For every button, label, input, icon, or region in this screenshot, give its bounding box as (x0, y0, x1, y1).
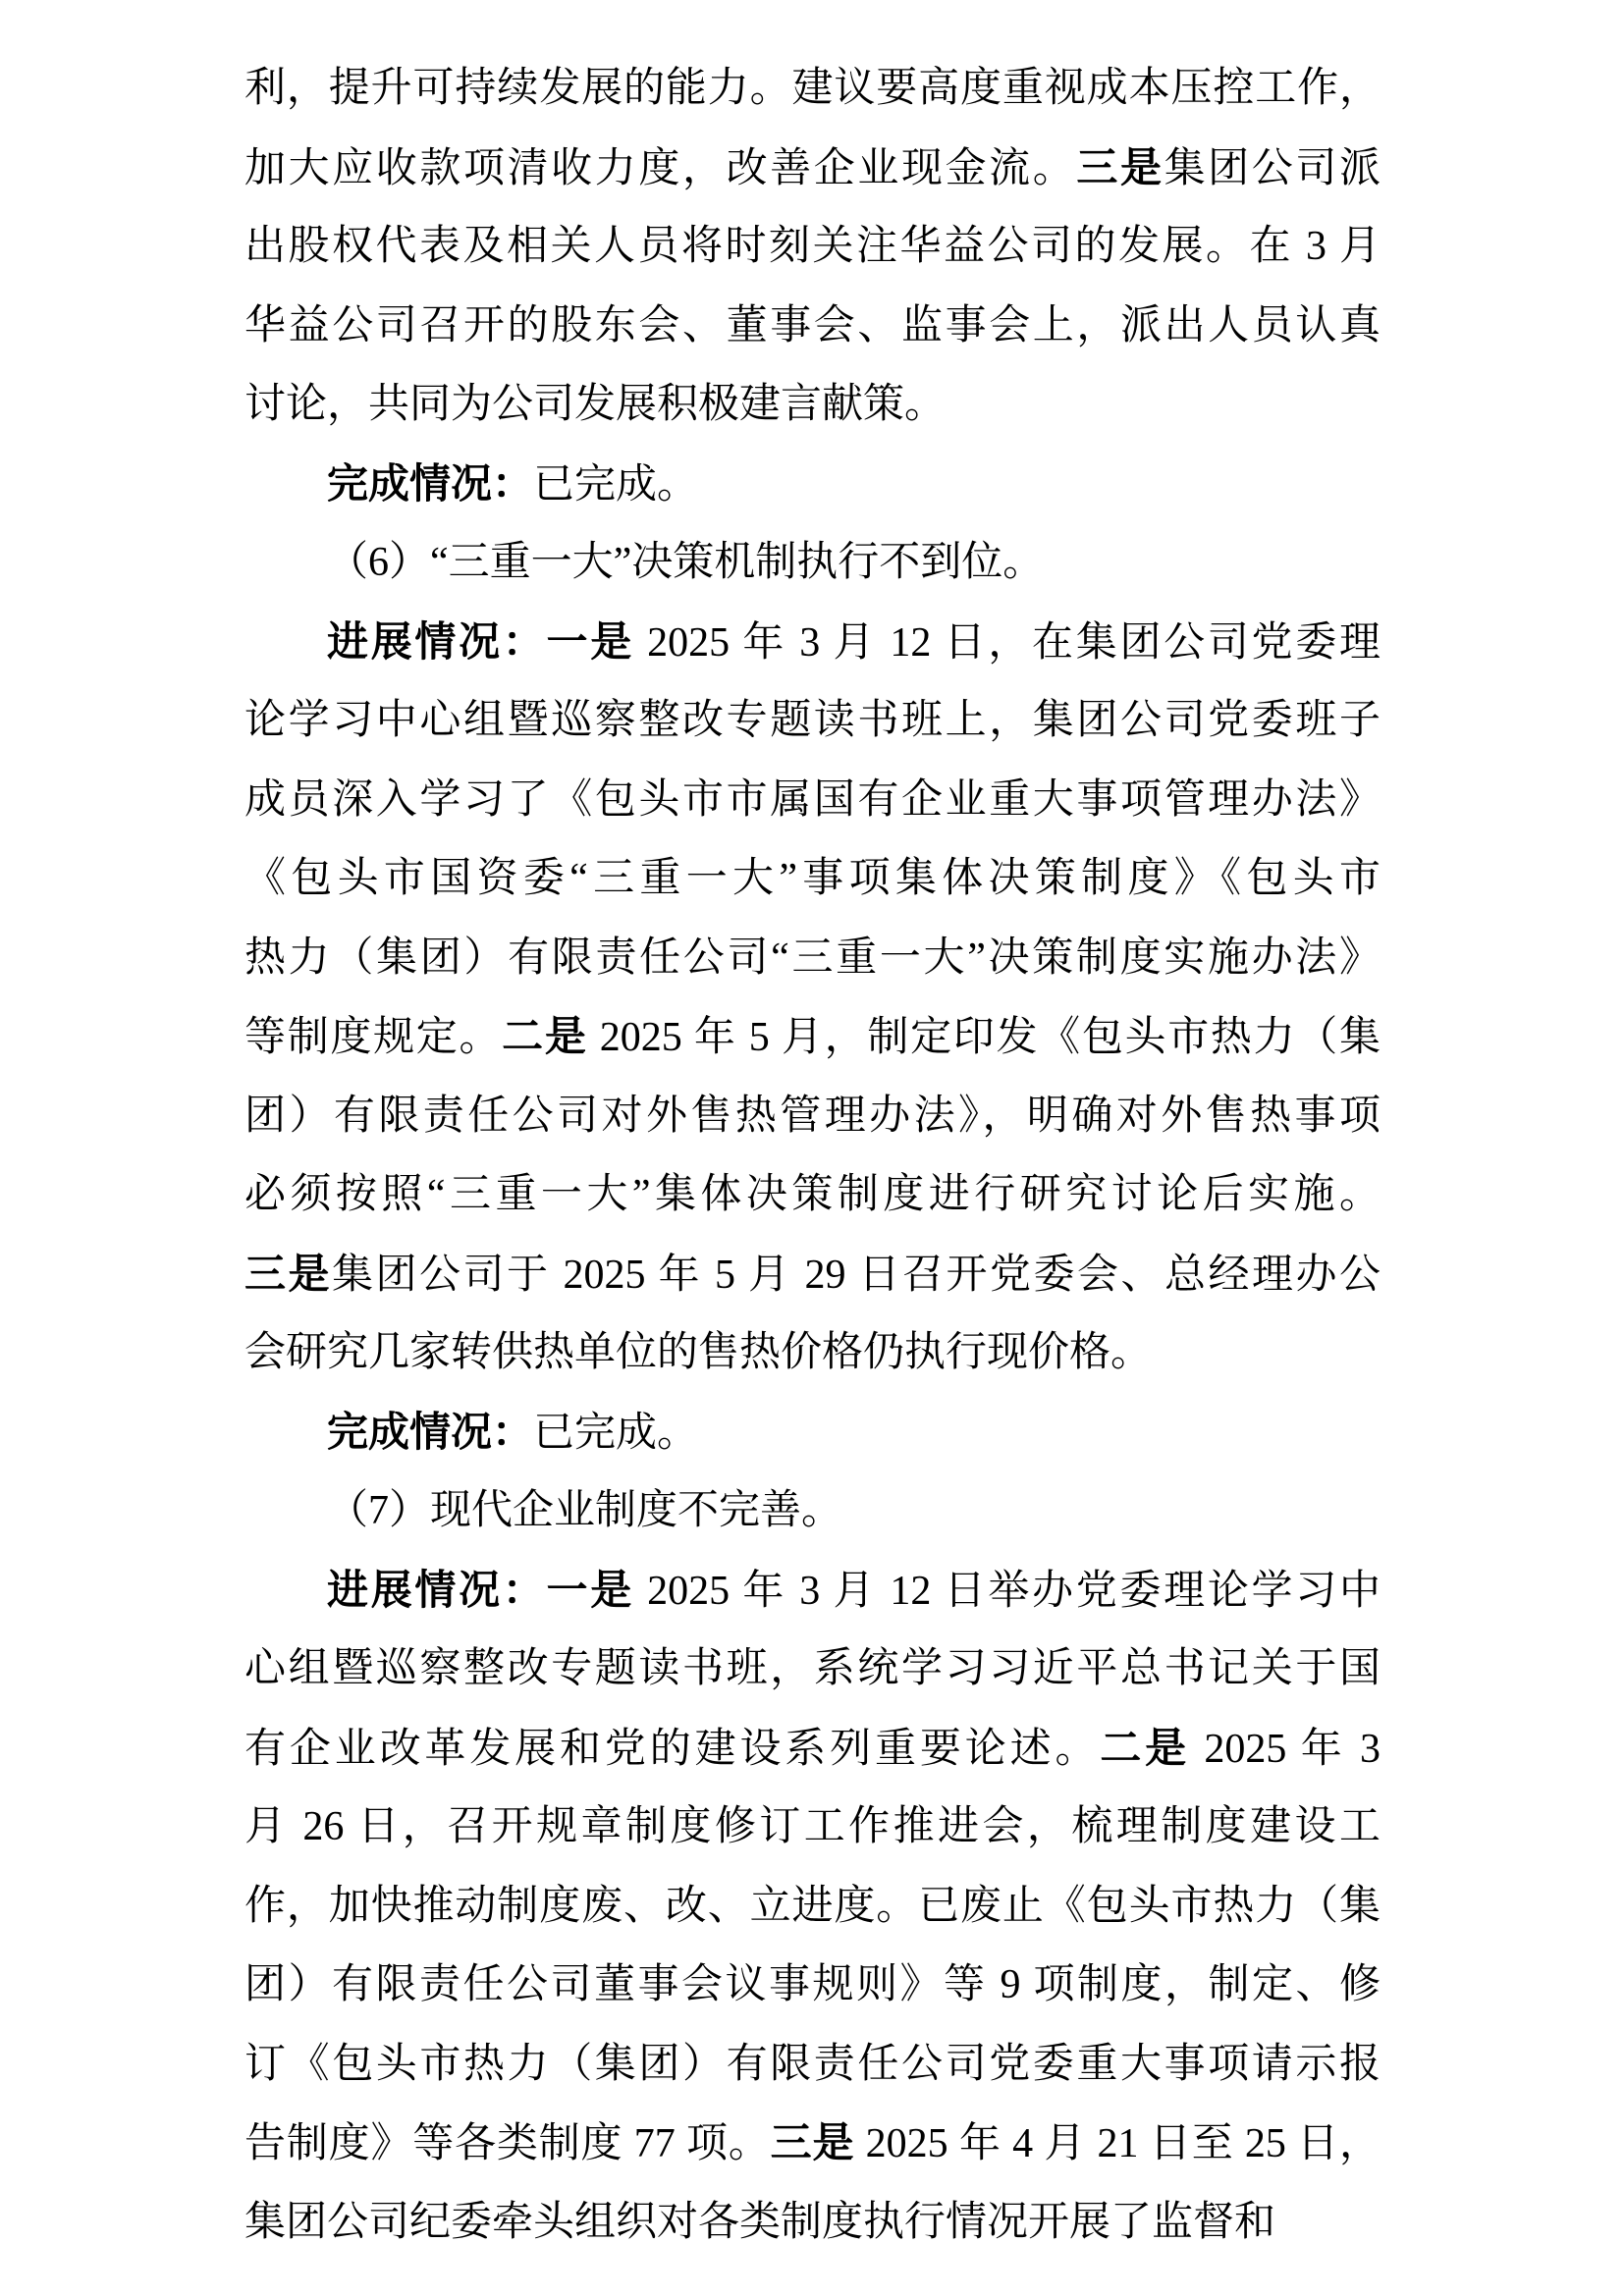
text-line (244, 1235, 1380, 1314)
text-run: （6）“三重一大”决策机制执行不到位。 (327, 540, 1045, 585)
text-run: 已完成。 (533, 1410, 699, 1456)
text-run: 2025 年 3 (1190, 1726, 1380, 1772)
text-line (244, 1471, 1380, 1551)
bold-text-run: 进展情况：一是 (327, 1566, 634, 1613)
text-run: 出股权代表及相关人员将时刻关注华益公司的发展。在 3 月 (244, 224, 1380, 269)
text-run: 必须按照“三重一大”集体决策制度进行研究讨论后实施。 (244, 1172, 1380, 1217)
text-run: 热力（集团）有限责任公司“三重一大”决策制度实施办法》 (244, 934, 1380, 981)
text-run: 2025 年 3 月 12 日举办党委理论学习中 (633, 1568, 1380, 1614)
text-line (244, 2025, 1380, 2105)
text-line (244, 839, 1380, 919)
text-line (244, 2183, 1380, 2263)
text-run: 成员深入学习了《包头市市属国有企业重大事项管理办法》 (244, 776, 1380, 823)
text-run: 作，加快推动制度废、改、立进度。已废止《包头市热力（集 (244, 1883, 1380, 1929)
bold-text-run: 完成情况： (327, 1408, 534, 1455)
text-run: 加大应收款项清收力度，改善企业现金流。 (244, 145, 1077, 191)
text-run: 2025 年 4 月 21 日至 25 日， (854, 2121, 1380, 2166)
text-run: （7）现代企业制度不完善。 (327, 1488, 843, 1533)
document-body (244, 49, 1380, 2262)
bold-text-run: 二是 (1100, 1724, 1191, 1771)
text-line (244, 1946, 1380, 2025)
text-line (244, 1313, 1380, 1393)
text-run: 心组暨巡察整改专题读书班，系统学习习近平总书记关于国 (244, 1646, 1380, 1691)
bold-text-run: 进展情况：一是 (327, 617, 634, 665)
text-line (244, 1709, 1380, 1789)
text-line (244, 1551, 1380, 1630)
text-run: 告制度》等各类制度 77 项。 (244, 2121, 771, 2166)
bold-text-run: 三是 (770, 2119, 855, 2165)
text-run: 利，提升可持续发展的能力。建议要高度重视成本压控工作， (244, 66, 1380, 111)
text-run: 论学习中心组暨巡察整改专题读书班上，集团公司党委班子 (244, 698, 1380, 743)
text-line (244, 1155, 1380, 1235)
text-run: 集团公司派 (1164, 145, 1380, 191)
text-line (244, 445, 1380, 524)
text-run: 团）有限责任公司董事会议事规则》等 9 项制度，制定、修 (244, 1962, 1380, 2007)
text-line (244, 207, 1380, 287)
text-run: 有企业改革发展和党的建设系列重要论述。 (244, 1726, 1101, 1772)
text-run: 讨论，共同为公司发展积极建言献策。 (244, 382, 947, 427)
text-line (244, 681, 1380, 761)
text-run: 订《包头市热力（集团）有限责任公司党委重大事项请示报 (244, 2041, 1380, 2087)
text-run: 会研究几家转供热单位的售热价格仍执行现价格。 (244, 1330, 1153, 1375)
text-line (244, 49, 1380, 129)
text-line (244, 997, 1380, 1077)
text-run: 等制度规定。 (244, 1015, 503, 1060)
bold-text-run: 完成情况： (327, 459, 534, 507)
bold-text-run: 三是 (1076, 143, 1164, 190)
text-line (244, 1788, 1380, 1867)
text-run: 2025 年 5 月，制定印发《包头市热力（集 (587, 1015, 1380, 1060)
text-line (244, 129, 1380, 208)
text-line (244, 761, 1380, 840)
text-line (244, 603, 1380, 682)
text-run: 集团公司纪委牵头组织对各类制度执行情况开展了监督和 (244, 2199, 1276, 2245)
text-run: 华益公司召开的股东会、董事会、监事会上，派出人员认真 (244, 302, 1380, 348)
text-line (244, 2104, 1380, 2183)
text-line (244, 1393, 1380, 1472)
text-run: 2025 年 3 月 12 日，在集团公司党委理 (633, 619, 1380, 666)
bold-text-run: 二是 (502, 1013, 588, 1059)
text-line (244, 1867, 1380, 1947)
bold-text-run: 三是 (244, 1250, 332, 1297)
text-run: 已完成。 (533, 461, 699, 507)
text-line (244, 523, 1380, 603)
text-run: 集团公司于 2025 年 5 月 29 日召开党委会、总经理办公 (332, 1252, 1380, 1298)
text-line (244, 919, 1380, 998)
text-run: 团）有限责任公司对外售热管理办法》，明确对外售热事项 (244, 1093, 1380, 1139)
text-line (244, 287, 1380, 366)
text-run: 月 26 日，召开规章制度修订工作推进会，梳理制度建设工 (244, 1804, 1380, 1849)
text-run: 《包头市国资委“三重一大”事项集体决策制度》《包头市 (244, 856, 1380, 901)
text-line (244, 1077, 1380, 1156)
text-line (244, 365, 1380, 445)
text-line (244, 1629, 1380, 1709)
